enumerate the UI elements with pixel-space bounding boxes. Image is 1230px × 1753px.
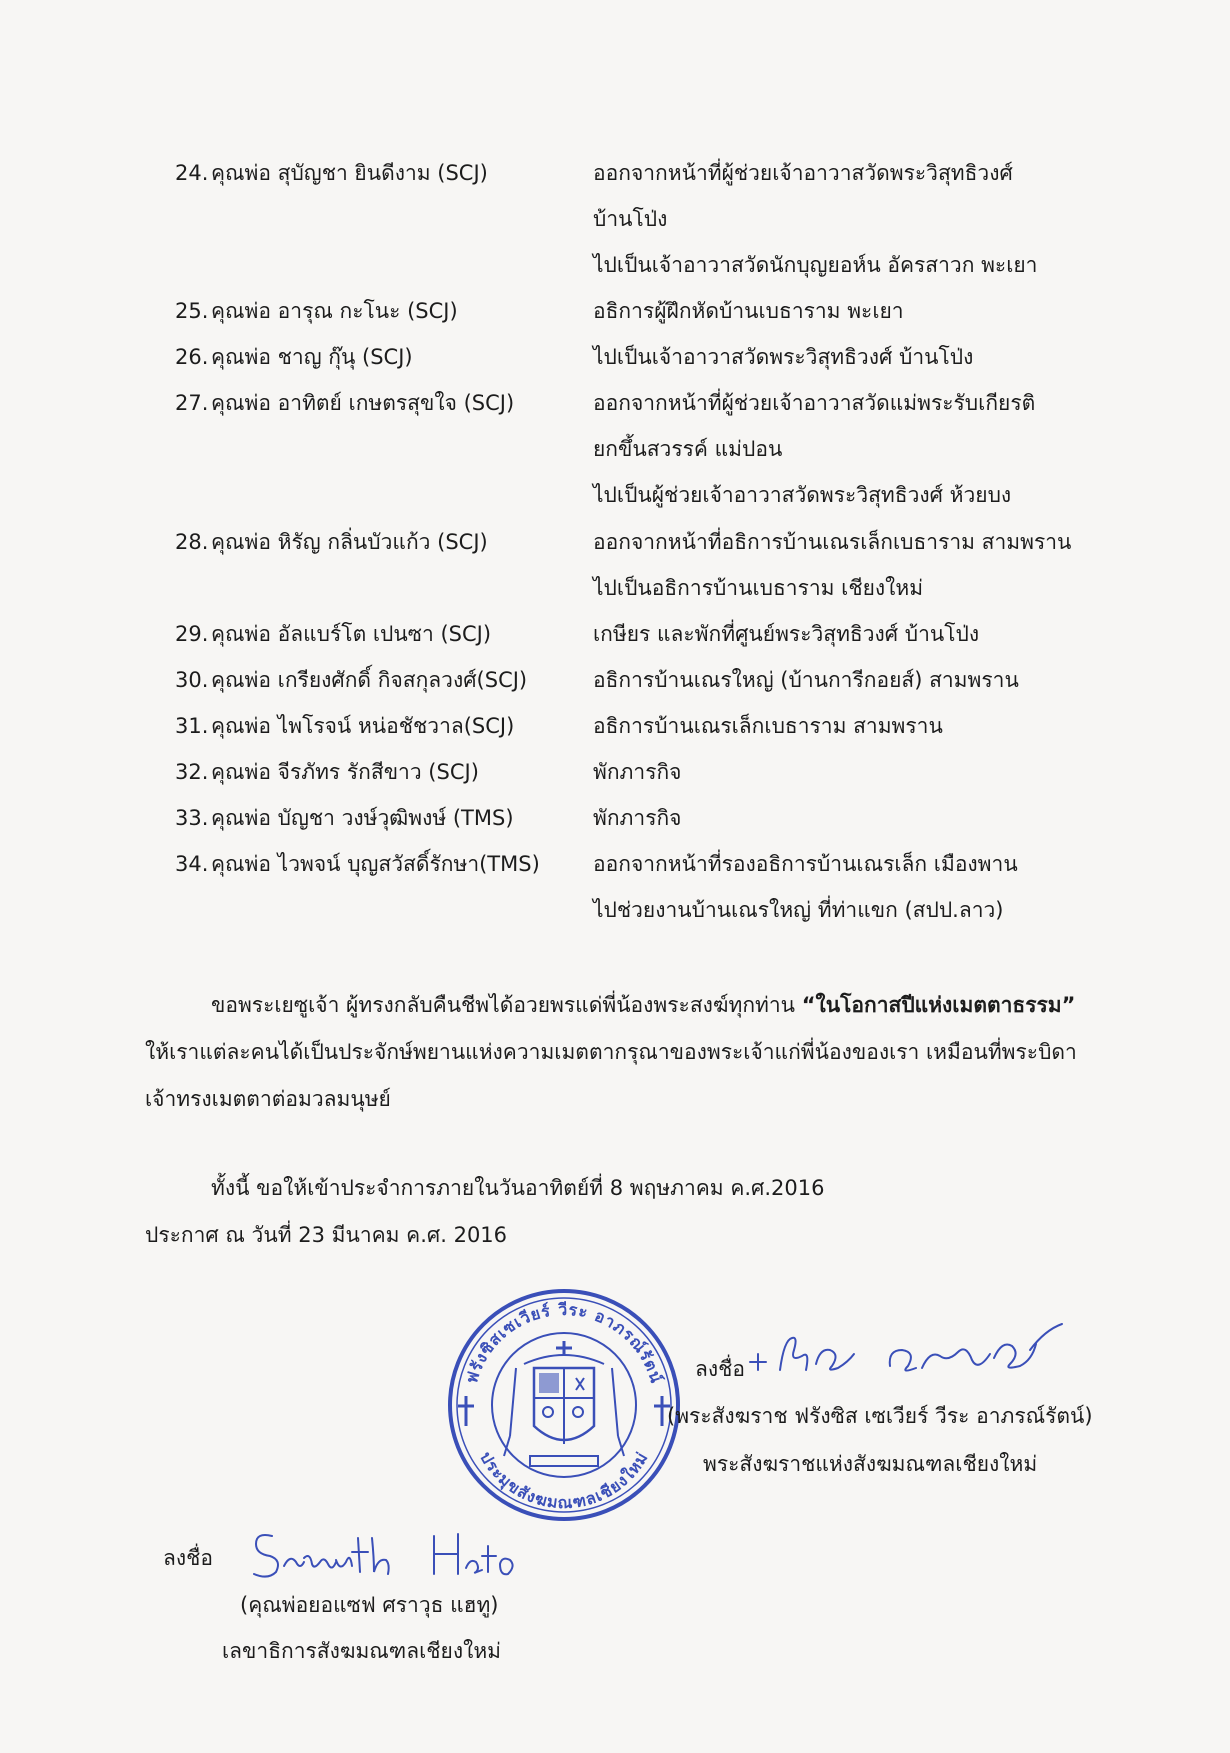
entry-name: คุณพ่อ ชาญ กุ๊นุ (SCJ) <box>211 345 413 369</box>
entry-number: 33. <box>175 806 209 830</box>
coat-of-arms-icon <box>504 1341 624 1466</box>
entry-desc-line: ยกขึ้นสวรรค์ แม่ปอน <box>593 437 783 461</box>
entry-number: 32. <box>175 760 209 784</box>
entry-desc-line: อธิการผู้ฝึกหัดบ้านเบธาราม พะเยา <box>593 299 904 323</box>
blessing-text-end: ให้เราแต่ละคนได้เป็นประจักษ์พยานแห่งความเมตตากรุณาของพระเจ้าแก่พี่น้องของเรา เหมือนที่พระบิดาเจ้าทรงเมตตาต่อมวลมนุษย์ <box>145 1040 1077 1111</box>
entry-number: 30. <box>175 668 209 692</box>
entry-number: 34. <box>175 852 209 876</box>
bishop-title: พระสังฆราชแห่งสังฆมณฑลเชียงใหม่ <box>703 1452 1038 1476</box>
seal-top-text: ฟรังซิสเซเวียร์ วีระ อาภรณ์รัตน์ <box>461 1299 667 1386</box>
entry-desc-line: พักภารกิจ <box>593 760 682 784</box>
entry-name: คุณพ่อ ไวพจน์ บุญสวัสดิ์รักษา(TMS) <box>211 852 540 876</box>
entry-name: คุณพ่อ อารุณ กะโนะ (SCJ) <box>211 299 458 323</box>
entry-name: คุณพ่อ อัลแบร์โต เปนซา (SCJ) <box>211 622 492 646</box>
bishop-signature <box>740 1310 1070 1390</box>
secretary-name: (คุณพ่อยอแซฟ ศราวุธ แฮทู) <box>240 1593 499 1617</box>
secretary-signature <box>248 1518 518 1588</box>
entry-desc-line: ออกจากหน้าที่อธิการบ้านเณรเล็กเบธาราม สามพราน <box>593 530 1072 554</box>
bishop-sign-label: ลงชื่อ <box>695 1357 745 1381</box>
entry-desc-line: อธิการบ้านเณรเล็กเบธาราม สามพราน <box>593 714 943 738</box>
entry-name: คุณพ่อ บัญชา วงษ์วุฒิพงษ์ (TMS) <box>211 806 514 830</box>
entry-number: 27. <box>175 391 209 415</box>
entry-number: 25. <box>175 299 209 323</box>
secretary-signature-text: Saravuth Haeto <box>248 1518 256 1519</box>
entry-name: คุณพ่อ ไพโรจน์ หน่อชัชวาล(SCJ) <box>211 714 515 738</box>
entry-desc-line: พักภารกิจ <box>593 806 682 830</box>
blessing-paragraph <box>145 982 1085 1123</box>
secretary-title: เลขาธิการสังฆมณฑลเชียงใหม่ <box>222 1639 502 1663</box>
mercy-year-phrase: “ในโอกาสปีแห่งเมตตาธรรม” <box>801 993 1076 1017</box>
entry-name: คุณพ่อ เกรียงศักดิ์ กิจสกุลวงศ์(SCJ) <box>211 668 528 692</box>
entry-desc-line: ไปเป็นเจ้าอาวาสวัดพระวิสุทธิวงศ์ บ้านโป่ง <box>593 345 974 369</box>
entry-number: 26. <box>175 345 209 369</box>
entry-desc-line: อธิการบ้านเณรใหญ่ (บ้านการีกอยส์) สามพราน <box>593 668 1019 692</box>
entry-desc-line: ไปเป็นผู้ช่วยเจ้าอาวาสวัดพระวิสุทธิวงศ์ ห้วยบง <box>593 483 1012 507</box>
diocese-seal <box>444 1286 684 1524</box>
entry-name: คุณพ่อ อาทิตย์ เกษตรสุขใจ (SCJ) <box>211 391 515 415</box>
entry-desc-line: ออกจากหน้าที่รองอธิการบ้านเณรเล็ก เมืองพาน <box>593 852 1018 876</box>
entry-name: คุณพ่อ หิรัญ กลิ่นบัวแก้ว (SCJ) <box>211 530 488 554</box>
secretary-sign-label: ลงชื่อ <box>163 1546 213 1570</box>
bishop-signature-text: + ฟรีระ อาภรณ์รัตน์ <box>740 1310 749 1311</box>
bishop-name: (พระสังฆราช ฟรังซิส เซเวียร์ วีระ อาภรณ์รัตน์) <box>667 1404 1093 1428</box>
entry-desc-line: ไปเป็นเจ้าอาวาสวัดนักบุญยอห์น อัครสาวก พะเยา <box>593 253 1038 277</box>
entry-desc-line: เกษียร และพักที่ศูนย์พระวิสุทธิวงศ์ บ้านโป่ง <box>593 622 980 646</box>
entry-desc-line: ไปช่วยงานบ้านเณรใหญ่ ที่ท่าแขก (สปป.ลาว) <box>593 898 1004 922</box>
entry-number: 28. <box>175 530 209 554</box>
entry-desc-line: ออกจากหน้าที่ผู้ช่วยเจ้าอาวาสวัดแม่พระรับเกียรติ <box>593 391 1036 415</box>
entry-number: 31. <box>175 714 209 738</box>
effective-date-line: ทั้งนี้ ขอให้เข้าประจำการภายในวันอาทิตย์ที่ 8 พฤษภาคม ค.ศ.2016 <box>211 1176 825 1200</box>
announcement-date: ประกาศ ณ วันที่ 23 มีนาคม ค.ศ. 2016 <box>145 1223 508 1247</box>
blessing-text-start: ขอพระเยซูเจ้า ผู้ทรงกลับคืนชีพได้อวยพรแด่พี่น้องพระสงฆ์ทุกท่าน <box>211 993 802 1017</box>
entry-desc-line: บ้านโป่ง <box>593 207 668 231</box>
entry-desc-line: ไปเป็นอธิการบ้านเบธาราม เชียงใหม่ <box>593 576 924 600</box>
entry-number: 29. <box>175 622 209 646</box>
entry-number: 24. <box>175 161 209 185</box>
entry-name: คุณพ่อ จีรภัทร รักสีขาว (SCJ) <box>211 760 479 784</box>
entry-name: คุณพ่อ สุบัญชา ยินดีงาม (SCJ) <box>211 161 488 185</box>
seal-bottom-text: ประมุขสังฆมณฑลเชียงใหม่ <box>476 1448 652 1513</box>
entry-desc-line: ออกจากหน้าที่ผู้ช่วยเจ้าอาวาสวัดพระวิสุทธิวงศ์ <box>593 161 1013 185</box>
